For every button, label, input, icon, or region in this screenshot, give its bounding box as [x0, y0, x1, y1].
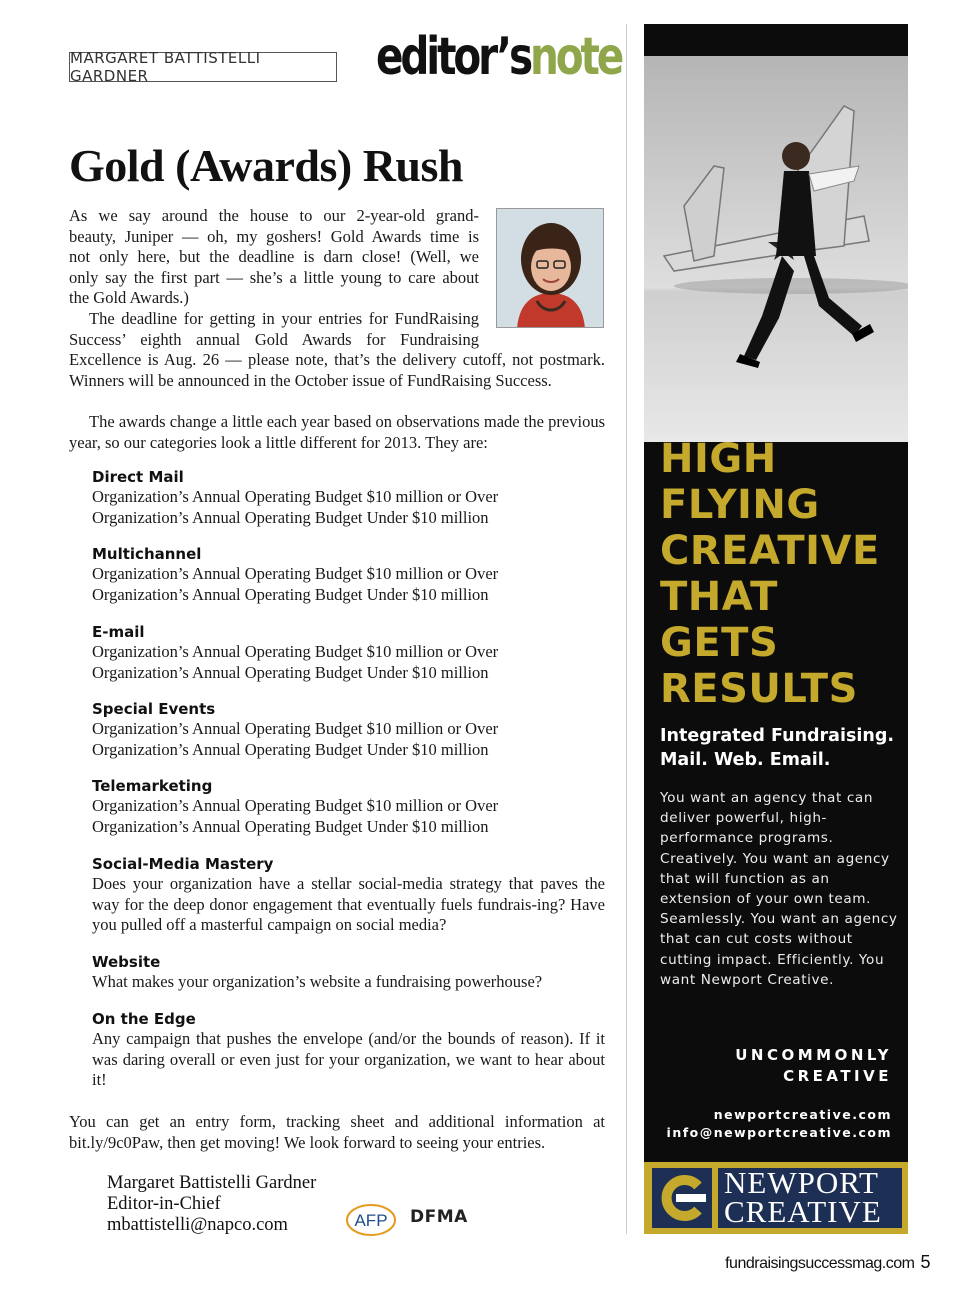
category-line: Organization’s Annual Operating Budget $10 million or Over — [92, 487, 499, 506]
ad-headline-line: CREATIVE — [660, 528, 880, 574]
flying-man-illustration — [644, 56, 908, 442]
intro-line: As we say around the house to our 2-year-old grand- — [69, 206, 479, 225]
category-line: What makes your organization’s website a fundraising powerhouse? — [92, 972, 543, 991]
deadline-line: Success’ eighth annual Gold Awards for Fundraising — [69, 329, 479, 349]
category-title: Multichannel — [92, 545, 202, 563]
category-title: Social-Media Mastery — [92, 855, 274, 873]
category-line: Organization’s Annual Operating Budget Under $10 million — [92, 739, 489, 759]
newport-creative-ad — [644, 24, 908, 1234]
logo-line: CREATIVE — [724, 1194, 882, 1229]
ad-tag-line: CREATIVE — [783, 1067, 892, 1085]
signature-name: Margaret Battistelli Gardner — [107, 1173, 317, 1193]
afp-logo-text: AFP — [354, 1211, 388, 1230]
category-special-events — [92, 699, 605, 760]
category-line: Does your organization have a stellar social-media strategy that paves the way for the deep donor engagement that eventually fuels fundrais-ing? Have you pulled off a masterful campaign on social media? — [92, 874, 605, 935]
closing-paragraph: You can get an entry form, tracking sheet and additional information at bit.ly/9c0Paw, then get moving! We look forward to seeing your entries. — [69, 1112, 605, 1152]
ad-tagline — [735, 1045, 892, 1087]
ad-headline-line: GETS — [660, 620, 779, 666]
category-multichannel — [92, 544, 605, 605]
category-title: Special Events — [92, 700, 216, 718]
ad-tag-line: UNCOMMONLY — [735, 1046, 892, 1064]
category-on-the-edge — [92, 1009, 605, 1091]
ad-headline-line: HIGH — [660, 436, 777, 482]
newport-creative-logo — [644, 1162, 908, 1234]
category-line: Organization’s Annual Operating Budget Under $10 million — [92, 816, 489, 836]
masthead-editors: editor’s — [376, 27, 531, 87]
ad-sub-line: Mail. Web. Email. — [660, 750, 831, 770]
signature-email: mbattistelli@napco.com — [107, 1215, 288, 1235]
category-line: Organization’s Annual Operating Budget Under $10 million — [92, 584, 489, 604]
newport-logo-mark-icon — [652, 1168, 712, 1228]
category-line: Organization’s Annual Operating Budget Under $10 million — [92, 507, 489, 527]
ad-headline-line: THAT — [660, 574, 778, 620]
category-telemarketing — [92, 776, 605, 837]
dfma-logo: DFMA — [410, 1207, 468, 1227]
ad-website-link[interactable]: newportcreative.com — [713, 1107, 892, 1122]
categories-intro-paragraph: The awards change a little each year based on observations made the previous year, so our categories look a little different for 2013. They are: — [69, 412, 605, 452]
section-masthead — [376, 22, 621, 92]
page-number: 5 — [920, 1252, 930, 1272]
afp-logo — [345, 1203, 397, 1237]
deadline-paragraph-start — [69, 309, 479, 350]
deadline-line: The deadline for getting in your entries for FundRaising — [89, 309, 479, 328]
category-line: Any campaign that pushes the envelope (and/or the bounds of reason). If it was daring overall or even just for your organization, we want to hear about it! — [92, 1029, 605, 1090]
category-line: Organization’s Annual Operating Budget Under $10 million — [92, 662, 489, 682]
category-email — [92, 622, 605, 683]
ad-photo — [644, 56, 908, 442]
intro-paragraph — [69, 206, 479, 309]
category-line: Organization’s Annual Operating Budget $10 million or Over — [92, 719, 499, 738]
masthead-note: note — [530, 27, 622, 87]
ad-contact — [667, 1106, 892, 1142]
category-website — [92, 952, 605, 993]
newport-mark-icon — [652, 1168, 712, 1228]
category-title: Telemarketing — [92, 777, 213, 795]
column-divider — [626, 24, 627, 1234]
editor-portrait-image — [497, 209, 604, 328]
category-social-media — [92, 854, 605, 936]
page-footer — [725, 1252, 930, 1273]
ad-headline-line: RESULTS — [660, 666, 858, 712]
intro-line: beauty, Juniper — oh, my goshers! Gold Awards time is — [69, 226, 479, 246]
intro-line: the Gold Awards.) — [69, 288, 189, 308]
editor-photo — [496, 208, 604, 328]
category-line: Organization’s Annual Operating Budget $10 million or Over — [92, 642, 499, 661]
category-direct-mail — [92, 467, 605, 528]
ad-headline — [660, 436, 880, 712]
logo-line: NEWPORT — [724, 1165, 879, 1200]
ad-email-link[interactable]: info@newportcreative.com — [666, 1125, 892, 1140]
ad-subheadline — [660, 724, 900, 772]
author-name-box: MARGARET BATTISTELLI GARDNER — [69, 52, 337, 82]
signature-role: Editor-in-Chief — [107, 1194, 221, 1214]
category-title: On the Edge — [92, 1010, 196, 1028]
category-line: Organization’s Annual Operating Budget $10 million or Over — [92, 796, 499, 815]
footer-site: fundraisingsuccessmag.com — [725, 1255, 915, 1272]
intro-line: only say the first part — she’s a little young to care about — [69, 267, 479, 287]
ad-body-copy: You want an agency that can deliver powerful, high-performance programs. Creatively. You want an agency that will function as an extension of your own team. Seamlessly. You want an agency that can cut costs without cutting impact. Efficiently. You want Newport Creative. — [660, 790, 898, 988]
deadline-paragraph-rest: Excellence is Aug. 26 — please note, that’s the delivery cutoff, not postmark. Winners will be announced in the October issue of FundRaising Success. — [69, 350, 605, 390]
ad-headline-line: FLYING — [660, 482, 820, 528]
category-line: Organization’s Annual Operating Budget $10 million or Over — [92, 564, 499, 583]
signature-block — [107, 1173, 316, 1236]
intro-line: not only here, but the deadline is darn close! (Well, we — [69, 247, 479, 267]
category-title: E-mail — [92, 623, 145, 641]
category-title: Direct Mail — [92, 468, 184, 486]
category-title: Website — [92, 953, 161, 971]
article-title: Gold (Awards) Rush — [69, 140, 463, 191]
ad-sub-line: Integrated Fundraising. — [660, 726, 895, 746]
newport-logo-text — [718, 1165, 902, 1229]
